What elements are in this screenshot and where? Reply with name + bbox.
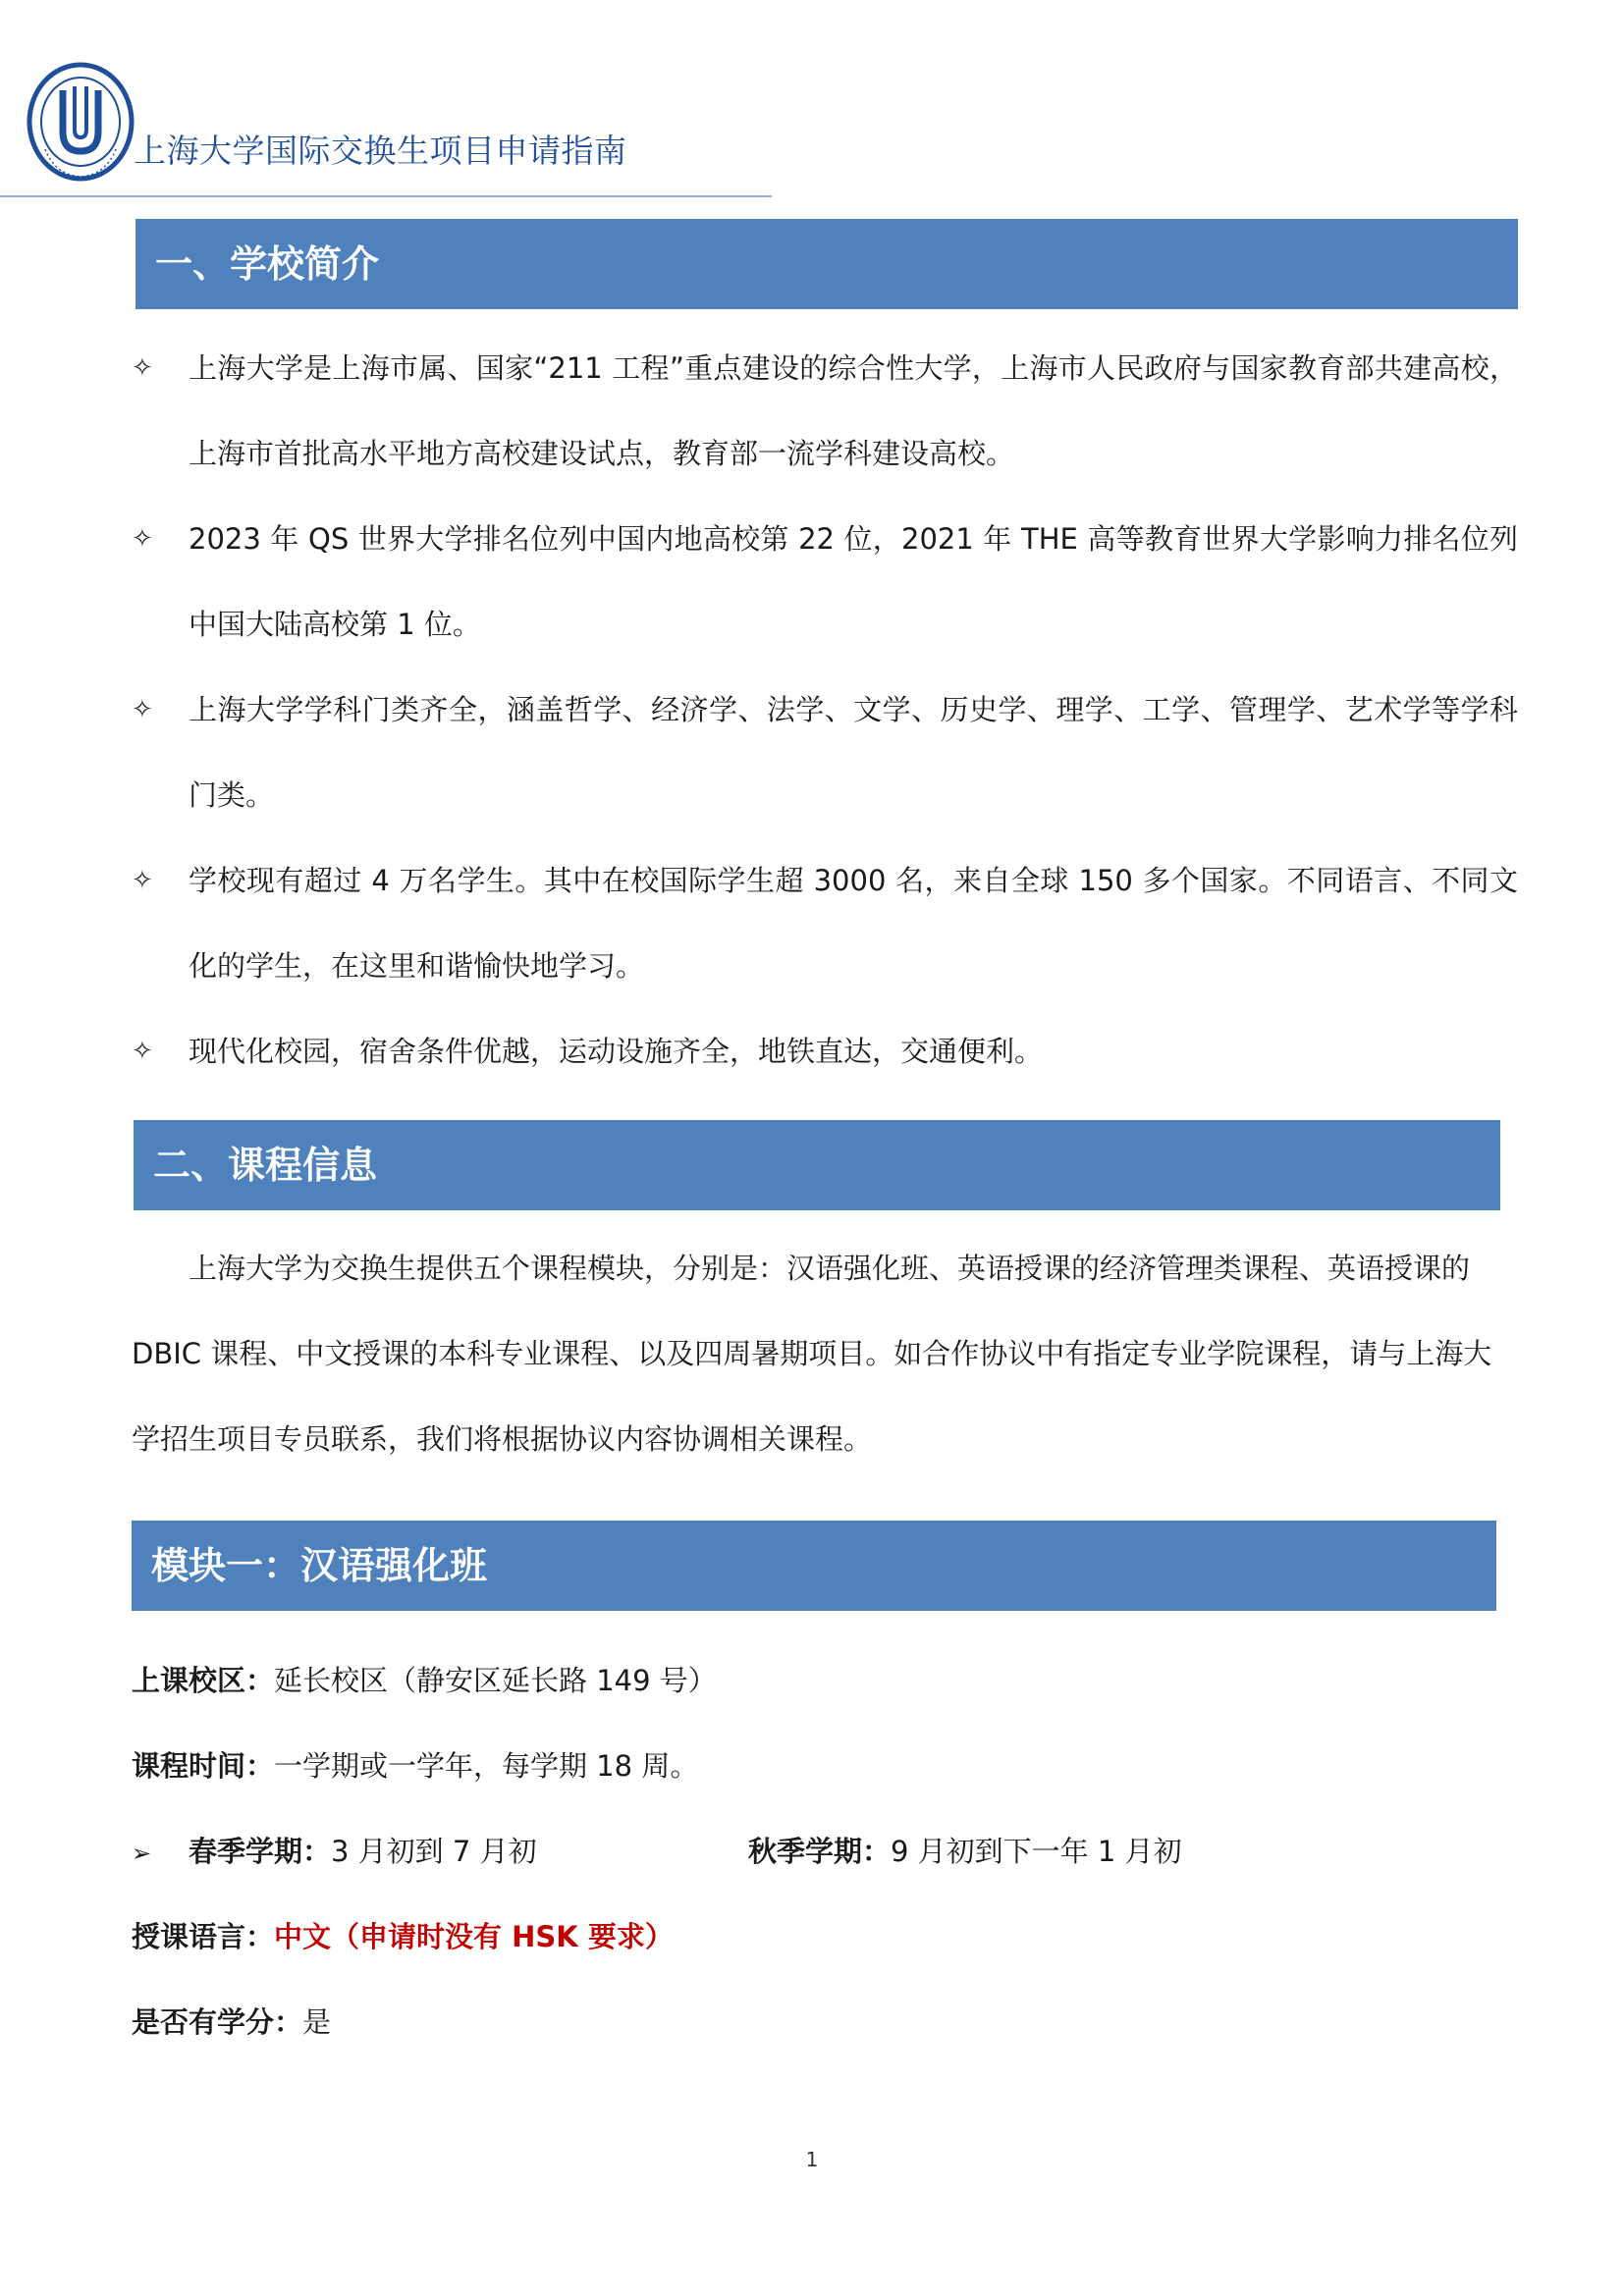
spring-term [189, 1822, 748, 1881]
credit-value: 是 [302, 2005, 332, 2039]
list-item-text: 上海大学学科门类齐全，涵盖哲学、经济学、法学、文学、历史学、理学、工学、管理学、艺术学等学科门类。 [189, 693, 1518, 812]
course-time-field [132, 1736, 698, 1795]
star-bullet-icon: ✧ [132, 353, 153, 383]
teaching-language-value: 中文（申请时没有 HSK 要求） [274, 1920, 674, 1953]
star-bullet-icon: ✧ [132, 695, 153, 724]
spring-term-label: 春季学期： [189, 1835, 332, 1868]
star-bullet-icon: ✧ [132, 1037, 153, 1066]
course-info-paragraph: 上海大学为交换生提供五个课程模块，分别是：汉语强化班、英语授课的经济管理类课程、英语授课的 DBIC 课程、中文授课的本科专业课程、以及四周暑期项目。如合作协议中有指定专业学院课程，请与上海大学招生项目专员联系，我们将根据协议内容协调相关课程。 [132, 1252, 1492, 1456]
list-item [132, 667, 1518, 838]
school-intro-list [132, 326, 1518, 1095]
campus-value: 延长校区（静安区延长路 149 号） [274, 1664, 717, 1697]
list-item-text: 2023 年 QS 世界大学排名位列中国内地高校第 22 位，2021 年 THE 高等教育世界大学影响力排名位列中国大陆高校第 1 位。 [189, 522, 1518, 641]
section-heading-school-intro: 一、学校简介 [135, 219, 1518, 309]
module-heading-chinese-intensive: 模块一：汉语强化班 [132, 1521, 1496, 1611]
teaching-language-label: 授课语言： [132, 1920, 275, 1953]
campus-field [132, 1651, 717, 1710]
star-bullet-icon: ✧ [132, 524, 153, 554]
document-title: 上海大学国际交换生项目申请指南 [134, 132, 627, 170]
list-item [132, 326, 1518, 497]
header-divider [0, 195, 772, 197]
list-item-text: 现代化校园，宿舍条件优越，运动设施齐全，地铁直达，交通便利。 [189, 1035, 1044, 1068]
list-item [132, 838, 1518, 1009]
autumn-term [748, 1835, 1182, 1868]
list-item-text: 学校现有超过 4 万名学生。其中在校国际学生超 3000 名，来自全球 150 多个国家。不同语言、不同文化的学生，在这里和谐愉快地学习。 [189, 864, 1518, 983]
teaching-language-field [132, 1907, 674, 1966]
credit-field [132, 1993, 331, 2052]
autumn-term-label: 秋季学期： [748, 1835, 892, 1868]
list-item [132, 497, 1518, 667]
page-header [0, 0, 785, 206]
page-number: 1 [805, 2148, 819, 2171]
semester-field [132, 1822, 1408, 1883]
list-item-text: 上海大学是上海市属、国家“211 工程”重点建设的综合性大学，上海市人民政府与国家教育部共建高校，上海市首批高水平地方高校建设试点，教育部一流学科建设高校。 [189, 351, 1518, 470]
spring-term-value: 3 月初到 7 月初 [331, 1835, 537, 1868]
star-bullet-icon: ✧ [132, 866, 153, 895]
course-time-label: 课程时间： [132, 1749, 275, 1783]
list-item [132, 1009, 1518, 1095]
course-time-value: 一学期或一学年，每学期 18 周。 [274, 1749, 699, 1783]
shanghai-university-seal-icon [26, 61, 137, 187]
credit-label: 是否有学分： [132, 2005, 303, 2039]
autumn-term-value: 9 月初到下一年 1 月初 [891, 1835, 1182, 1868]
arrow-bullet-icon: ➢ [132, 1840, 152, 1867]
campus-label: 上课校区： [132, 1664, 275, 1697]
section-heading-course-info: 二、课程信息 [134, 1120, 1500, 1210]
